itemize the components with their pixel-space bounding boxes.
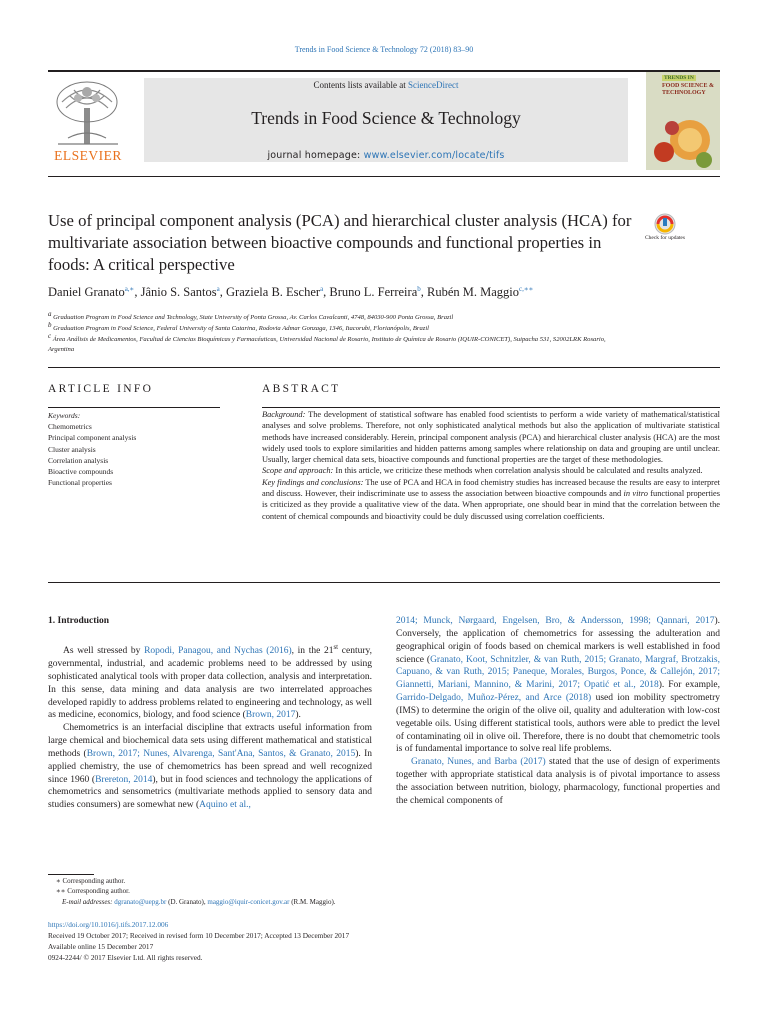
keyword-item: Chemometrics [48, 422, 92, 431]
abstract-heading: ABSTRACT [262, 383, 341, 395]
ref-link[interactable]: Aquino et al., [199, 800, 251, 811]
copyright-line: 0924-2244/ © 2017 Elsevier Ltd. All rights reserved. [48, 953, 203, 962]
footnote-emails [62, 898, 336, 906]
author-affil-sup[interactable]: a,∗ [124, 285, 135, 293]
body-text: ). In applied chemistry, the use of chemometrics has been spread and well recognized since 1960 ( [48, 748, 373, 785]
author-affil-sup[interactable]: a [216, 285, 220, 293]
affil-label: c [48, 332, 52, 340]
body-text: ). [295, 710, 301, 721]
keyword-item: Bioactive compounds [48, 467, 114, 477]
left-column [48, 641, 372, 812]
body-text: century, governmental, industrial, and academic problems need to be addressed by using sophisticated analytical tools with proper data collection, analysis and interpretation. In this sense, data mining and data analysis are two interrelated approaches developed rapidly to address problems related to engineering and technology, as well as medicine, economics, biology, and food science ( [48, 646, 373, 721]
abstract-label: Background: [262, 410, 306, 419]
elsevier-wordmark: ELSEVIER [54, 148, 122, 163]
cover-band: TRENDS IN [664, 75, 694, 81]
contents-prefix: Contents lists available at [313, 80, 408, 90]
journal-cover-image [646, 72, 720, 170]
homepage-prefix: journal homepage: [267, 150, 364, 161]
abstract-text: The use of PCA and HCA in food chemistry studies has increased because the results are easy to interpret and discuss. However, their indiscriminate use to assess the association between bioactive compounds and [262, 477, 720, 499]
journal-title: Trends in Food Science & Technology [251, 108, 521, 128]
footnote-rule [48, 874, 94, 875]
author-affil-sup[interactable]: c,∗∗ [519, 285, 534, 293]
intro-heading: 1. Introduction [48, 616, 110, 626]
author-affil-sup[interactable]: a [320, 285, 324, 293]
ref-link[interactable]: Ropodi, Panagou, and Nychas (2016) [144, 646, 292, 657]
received-dates: Received 19 October 2017; Received in revised form 10 December 2017; Accepted 13 December 2017 [48, 931, 350, 940]
affil-label: b [48, 321, 52, 329]
abstract-italic: in vitro [623, 489, 648, 499]
affil-text: Graduation Program in Food Science and Technology, State University of Ponta Grossa, Av. Carlos Cavalcanti, 4748, 84030-900 Ponta Grossa, Brazil [53, 314, 454, 322]
abstract-findings [262, 477, 720, 522]
author-sep: , [420, 285, 427, 300]
paper-title: Use of principal component analysis (PCA) and hierarchical cluster analysis (HCA) for multivariate association between bioactive compounds and functional properties in foods: A critical perspective [48, 211, 632, 274]
ref-link[interactable]: 2014; Munck, Nørgaard, Engelsen, Bro, & Andersson, 1998; Qannari, 2017 [396, 616, 715, 626]
affil-bottom-rule [48, 367, 720, 368]
article-info-rule [48, 407, 220, 408]
ref-link[interactable]: Granato, Nunes, and Barba (2017) [411, 757, 546, 768]
cover-title: FOOD SCIENCE & TECHNOLOGY [662, 83, 715, 96]
ordinal-sup: st [333, 643, 339, 651]
abstract-bottom-rule [48, 582, 720, 583]
affiliation-c [48, 331, 608, 355]
check-updates-text: Check for updates [645, 235, 686, 241]
author-name: Jânio S. Santos [140, 285, 217, 300]
body-text: Chemometrics is an interfacial discipline that extracts useful information from large chemical and biochemical data sets using different mathematical and statistical methods ( [48, 723, 372, 759]
author-sep: , [219, 285, 226, 300]
keyword-item: Principal component analysis [48, 433, 137, 443]
ref-link[interactable]: Granato, Koot, Schnitzler, & van Ruth, 2015; Granato, Margraf, Brotzakis, Capuano, & van Ruth, 2015; Paneque, Morales, Burgos, Ponce, & Callejón, 2017; Giannetti, Mariani, Mannino, & Marini, 2017; Opatić et al., 2018 [396, 654, 720, 691]
author-sep: , [323, 285, 330, 300]
author-affil-sup[interactable]: b [417, 285, 421, 293]
intro-paragraph-1 [48, 641, 372, 722]
ref-link[interactable]: Brown, 2017 [245, 710, 296, 721]
article-info-heading: ARTICLE INFO [48, 383, 154, 395]
email-owner: (D. Granato), [166, 898, 208, 906]
ref-link[interactable]: Brereton, 2014 [95, 774, 153, 785]
author-name: Rubén M. Maggio [427, 285, 520, 300]
homepage-line [144, 150, 628, 161]
author-2 [141, 285, 226, 299]
email-link[interactable]: maggio@iquir-conicet.gov.ar [207, 898, 290, 906]
header-bottom-rule [48, 176, 720, 177]
email-owner: (R.M. Maggio). [289, 898, 336, 906]
email-link[interactable]: dgranato@uepg.br [114, 898, 167, 906]
abstract-background [262, 409, 720, 465]
footnote-corresponding-2: ∗∗ Corresponding author. [56, 887, 130, 895]
affil-label: a [48, 310, 52, 318]
doi-link[interactable]: https://doi.org/10.1016/j.tifs.2017.12.006 [48, 920, 169, 929]
body-text: used ion mobility spectrometry (IMS) to determine the origin of the olive oil, quality and adulteration with low-cost vegetable oils. Using different statistical tools, authors were able to predict the level of contaminating oil in olive oil. Therefore, there is no doubt that chemometric tools is of fundamental importance to solve real life problems. [396, 693, 721, 755]
author-3 [226, 285, 329, 299]
author-name: Bruno L. Ferreira [329, 285, 418, 300]
body-text: As well stressed by [63, 646, 145, 657]
author-list [48, 285, 728, 300]
body-text: ). For example, [658, 680, 720, 691]
keyword-item: Cluster analysis [48, 444, 96, 454]
abstract-label: Scope and approach: [262, 466, 334, 476]
sciencedirect-link[interactable]: ScienceDirect [408, 80, 459, 90]
keywords-label: Keywords: [48, 411, 81, 420]
abstract-rule [262, 407, 720, 408]
abstract-scope [262, 465, 720, 476]
footnote-corresponding-1: ∗ Corresponding author. [56, 877, 126, 885]
ref-link[interactable]: Brown, 2017; Nunes, Alvarenga, Sant'Ana, Santos, & Granato, 2015 [86, 748, 356, 759]
abstract-text: The development of statistical software has enabled food scientists to perform a wide variety of mathematical/statistical analyses and solve problems. Therefore, not only sophisticated analytical methods but also the application of multivariate statistical methods have increased considerably. Herein, principal component analysis (PCA) and hierarchical cluster analysis (HCA) are the most widely used tools to explore similarities and hidden patterns among samples where relationship on data and grouping are until unclear. Usually, larger chemical data sets, bioactive compounds and functional properties are the target of these methodologies. [262, 410, 720, 465]
author-5 [427, 285, 533, 299]
body-text: stated that the use of design of experiments together with appropriate statistical data analysis is of pivotal importance to assess the association between nutrition, biology, pharmacology, functional properties and the chemical components of [396, 757, 720, 806]
author-4 [329, 285, 427, 299]
email-label: E-mail addresses: [62, 898, 113, 906]
journal-banner [144, 78, 628, 162]
available-online: Available online 15 December 2017 [48, 942, 154, 951]
author-name: Daniel Granato [48, 285, 125, 300]
abstract-label: Key findings and conclusions: [262, 477, 364, 487]
author-sep: , [134, 285, 141, 300]
homepage-link[interactable]: www.elsevier.com/locate/tifs [363, 150, 505, 161]
contents-line [144, 80, 628, 90]
check-updates-badge[interactable] [645, 212, 685, 252]
affil-text: Graduation Program in Food Science, Federal University of Santa Catarina, Rodovia Admar Gonzaga, 1346, Itacorubi, Florianópolis, Brazil [53, 325, 429, 333]
journal-citation[interactable]: Trends in Food Science & Technology 72 (2018) 83–90 [294, 45, 474, 54]
body-text: , in the 21 [291, 646, 334, 657]
intro-paragraph-2 [48, 722, 372, 812]
abstract-text: In this article, we criticize these methods when correlation analysis should be calculated and results analyzed. [333, 466, 703, 476]
author-1 [48, 285, 141, 299]
ref-link[interactable]: Garrido-Delgado, Muñoz-Pérez, and Arce (2018) [396, 693, 592, 704]
body-text: ), but in food sciences and technology the applications of chemometrics and sensometrics (multivariate methods applied to sensory data and studies consumers) are somewhat new ( [48, 774, 372, 811]
author-name: Graziela B. Escher [226, 285, 321, 300]
abstract-text: functional properties is criticized as they provide a qualitative view of the data. When appropriate, one should bear in mind that the correlation between the content of chemical compounds and bioactivity could be duly discussed using correlation coefficients. [262, 489, 720, 521]
right-column [396, 615, 720, 808]
abstract-body [262, 409, 720, 522]
intro-paragraph-3 [396, 756, 720, 807]
keyword-item: Functional properties [48, 478, 112, 488]
keyword-list [48, 421, 136, 489]
intro-paragraph-2-cont [396, 615, 720, 756]
body-text: ). Conversely, the application of chemometrics for assessing the adulteration and geographical origin of foods based on chemical markers is well established in food science ( [396, 616, 720, 665]
affil-text: Área Análisis de Medicamentos, Facultad de Ciencias Bioquímicas y Farmacéuticas, Universidad Nacional de Rosario, Instituto de Química de Rosario (IQUIR-CONICET), Suipacha 531, S2002LRK Rosario, Argentina [48, 336, 606, 354]
keyword-item: Correlation analysis [48, 455, 109, 465]
header-rule [48, 70, 720, 72]
